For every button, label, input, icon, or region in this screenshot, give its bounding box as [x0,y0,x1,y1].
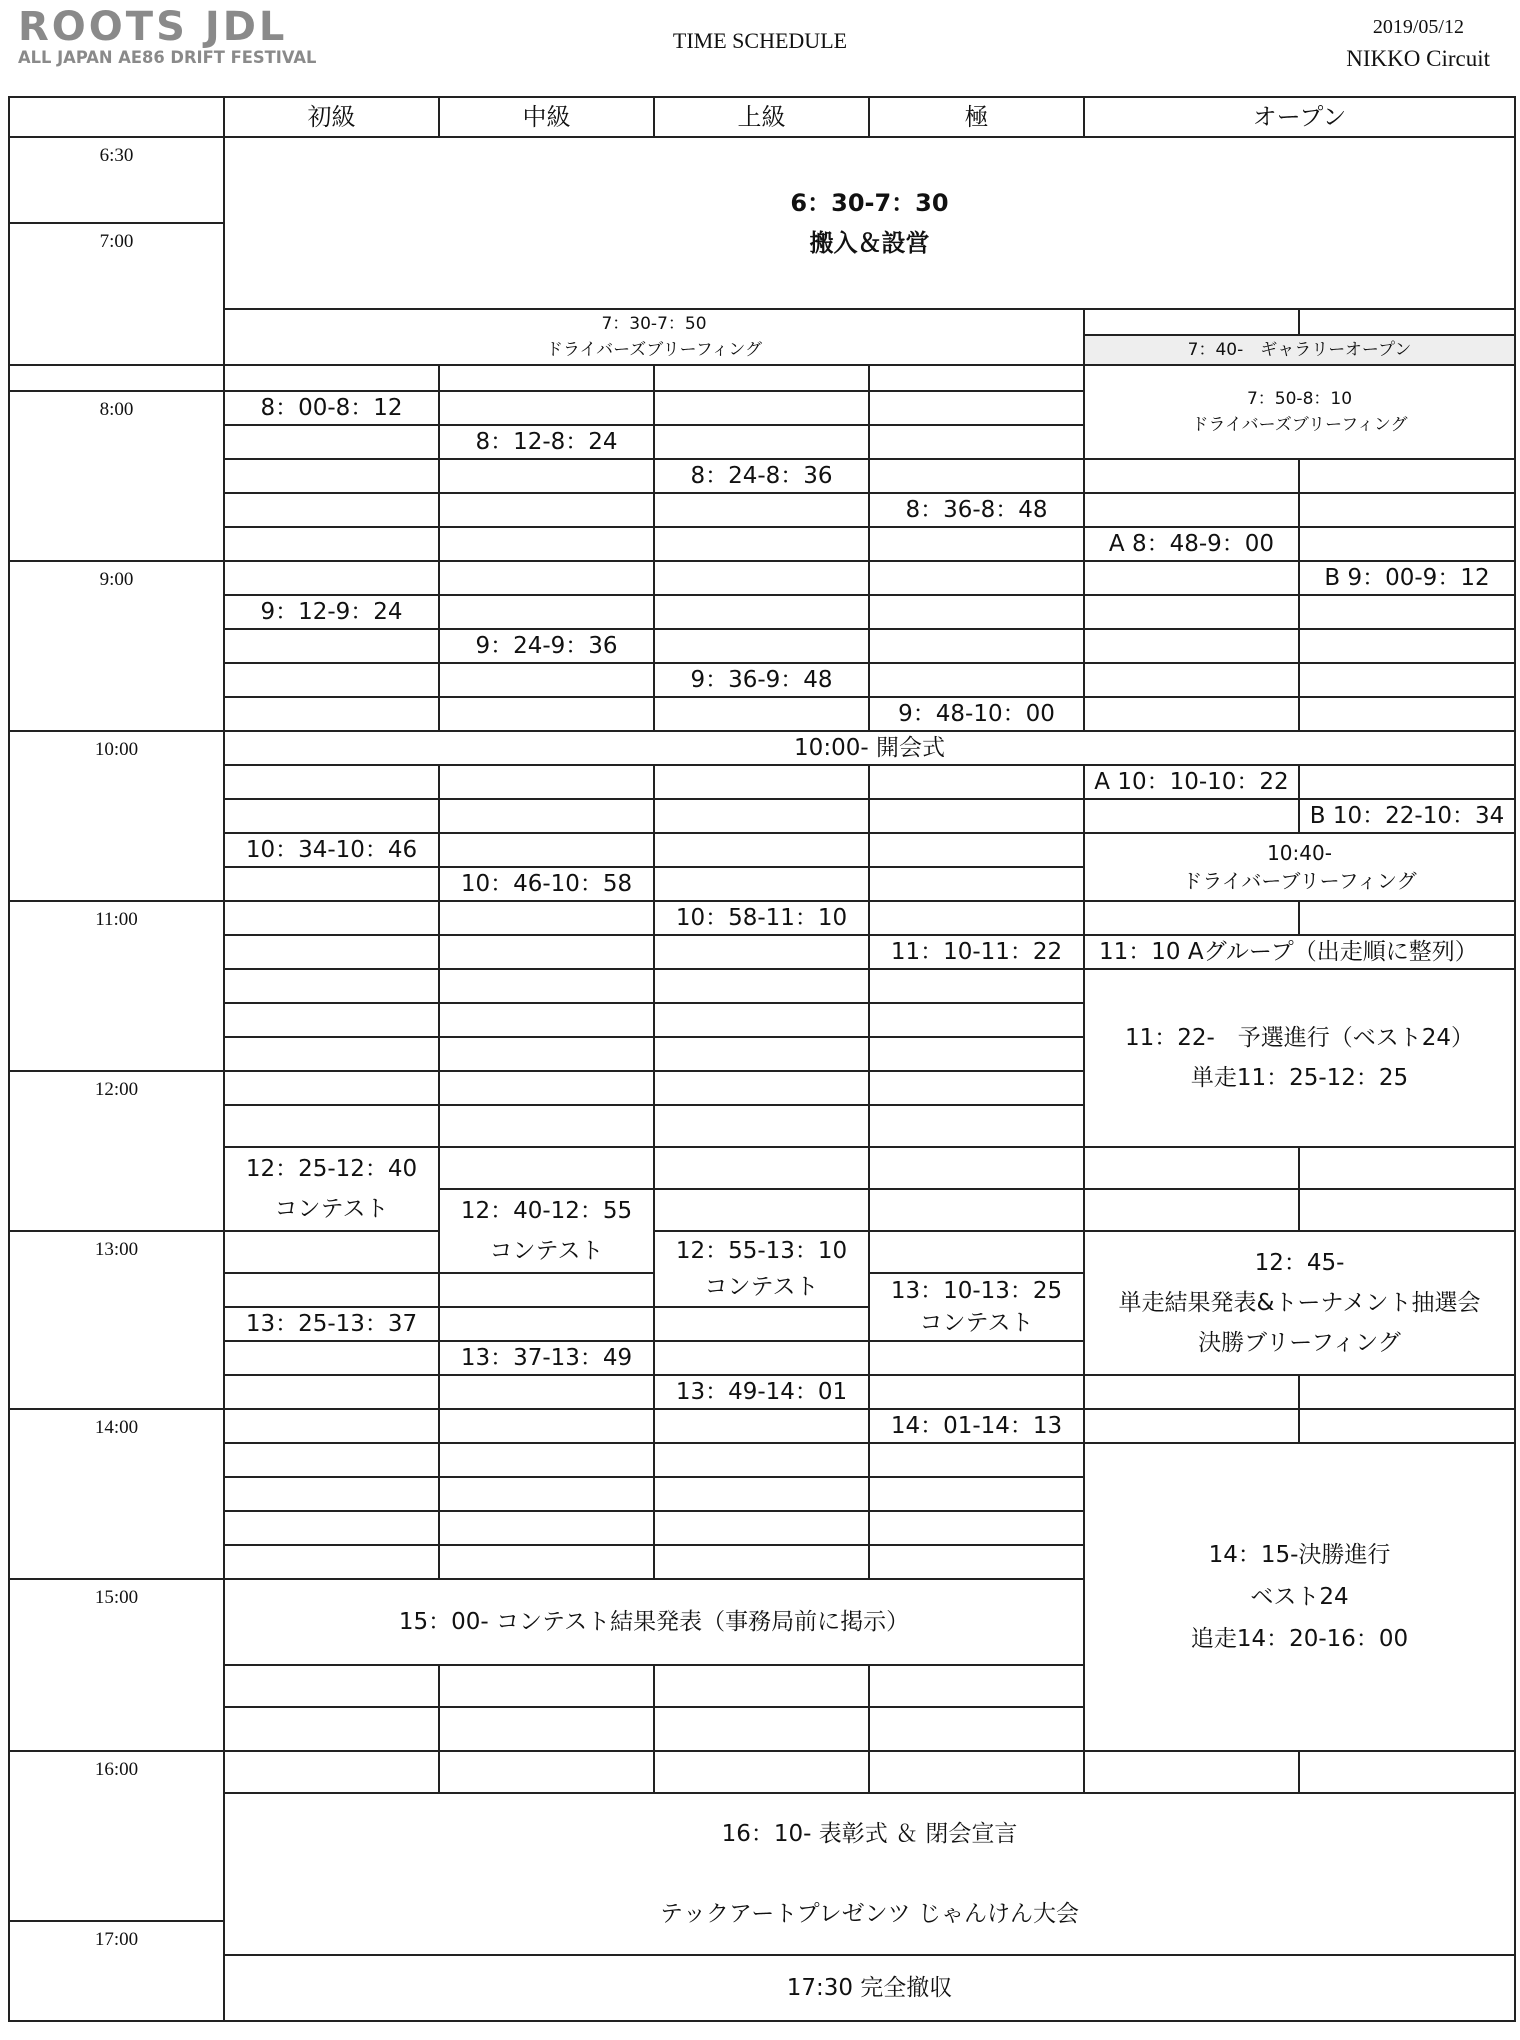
empty-cell [869,391,1084,425]
empty-cell [869,1189,1084,1231]
slot-cell: 8：36-8：48 [869,493,1084,527]
empty-cell [869,1375,1084,1409]
event-date: 2019/05/12 [1372,16,1464,38]
empty-cell [1084,1751,1299,1793]
cleanup-cell: 17:30 完全撤収 [224,1955,1515,2021]
table-row [9,935,1515,969]
empty-cell [1084,663,1299,697]
table-row [9,731,1515,765]
empty-cell [224,1071,439,1105]
empty-cell [439,799,654,833]
qualifying-line: 11：22- 予選進行（ベスト24） [1124,1025,1475,1051]
empty-cell [869,1443,1084,1477]
empty-cell [439,1751,654,1793]
empty-cell [224,765,439,799]
empty-cell [869,561,1084,595]
empty-cell [439,1443,654,1477]
empty-cell [224,1341,439,1375]
empty-cell [439,1707,654,1751]
table-row [9,1955,1515,2021]
empty-cell [439,901,654,935]
table-row [9,663,1515,697]
empty-cell [654,867,869,901]
slot-cell: 13：49-14：01 [654,1375,869,1409]
results-briefing-cell [1084,1231,1515,1375]
table-row [9,1751,1515,1793]
logo-sub-text: ALL JAPAN AE86 DRIFT FESTIVAL [18,48,317,68]
briefing-label: ドライバーズブリーフィング [1191,415,1408,435]
driver-briefing-cell [1084,833,1515,901]
open-briefing-cell [1084,365,1515,459]
empty-cell [869,1751,1084,1793]
empty-cell [439,1273,654,1307]
empty-cell [654,391,869,425]
empty-cell [1299,1751,1515,1793]
empty-cell [224,1375,439,1409]
empty-cell [224,697,439,731]
setup-time: 6：30-7：30 [790,189,949,217]
empty-cell [224,901,439,935]
empty-cell [869,765,1084,799]
empty-cell [869,629,1084,663]
table-row [9,1443,1515,1477]
table-row [9,1793,1515,1921]
slot-cell: 13：37-13：49 [439,1341,654,1375]
empty-cell [1084,459,1299,493]
empty-cell [654,833,869,867]
empty-cell [869,1511,1084,1545]
empty-cell [439,527,654,561]
time-label: 16:00 [9,1751,224,1921]
empty-cell [439,663,654,697]
empty-cell [654,365,869,391]
time-label: 11:00 [9,901,224,1071]
table-row [9,595,1515,629]
contest-results-cell: 15：00- コンテスト結果発表（事務局前に掲示） [224,1579,1084,1665]
contest-cell-beginner [224,1147,439,1231]
empty-cell [1299,1189,1515,1231]
empty-cell [1084,697,1299,731]
empty-cell [1299,629,1515,663]
table-row [9,629,1515,663]
table-row [9,527,1515,561]
empty-cell [869,833,1084,867]
time-label: 10:00 [9,731,224,901]
slot-cell: A 10：10-10：22 [1084,765,1299,799]
column-header-intermediate: 中級 [439,97,654,137]
contest-label: コンテスト [489,1238,604,1264]
column-header-expert: 極 [869,97,1084,137]
table-row [9,1375,1515,1409]
slot-cell: 10：34-10：46 [224,833,439,867]
empty-cell [869,1477,1084,1511]
empty-cell [654,765,869,799]
empty-cell [224,1443,439,1477]
slot-cell: 8：12-8：24 [439,425,654,459]
table-row [9,901,1515,935]
empty-cell [869,1545,1084,1579]
empty-cell [654,1665,869,1707]
briefing-label: ドライバーズブリーフィング [545,340,763,360]
opening-ceremony-cell: 10:00- 開会式 [224,731,1515,765]
slot-cell: 8：00-8：12 [224,391,439,425]
empty-cell [869,425,1084,459]
contest-label: コンテスト [274,1196,389,1222]
empty-cell [9,365,224,391]
empty-cell [654,1751,869,1793]
table-row [9,1409,1515,1443]
empty-cell [869,663,1084,697]
empty-cell [224,1511,439,1545]
final-line: ベスト24 [1250,1584,1349,1610]
empty-cell [224,1751,439,1793]
empty-cell [439,561,654,595]
empty-cell [1084,1189,1299,1231]
empty-cell [224,969,439,1003]
empty-cell [439,459,654,493]
slot-cell: 10：58-11：10 [654,901,869,935]
empty-cell [224,459,439,493]
empty-cell [1299,309,1515,335]
slot-cell: 9：24-9：36 [439,629,654,663]
table-row [9,137,1515,223]
results-line: 12：45- [1254,1250,1345,1276]
slot-cell: 9：12-9：24 [224,595,439,629]
table-row [9,309,1515,335]
slot-cell: 10：46-10：58 [439,867,654,901]
slot-cell: 13：25-13：37 [224,1307,439,1341]
slot-cell: 14：01-14：13 [869,1409,1084,1443]
empty-cell [654,969,869,1003]
empty-cell [1084,799,1299,833]
contest-time: 12：40-12：55 [460,1198,633,1224]
slot-cell: A 8：48-9：00 [1084,527,1299,561]
empty-cell [224,1273,439,1307]
contest-time: 13：10-13：25 [890,1278,1063,1304]
empty-cell [439,1071,654,1105]
empty-cell [654,799,869,833]
time-label: 7:00 [9,223,224,365]
empty-cell [1084,493,1299,527]
empty-cell [869,595,1084,629]
empty-cell [439,1375,654,1409]
empty-cell [439,697,654,731]
empty-cell [224,365,439,391]
empty-cell [1299,663,1515,697]
award-line: 16：10- 表彰式 ＆ 閉会宣言 [721,1821,1018,1847]
empty-cell [654,1037,869,1071]
table-row [9,969,1515,1003]
roots-jdl-logo [18,6,338,68]
empty-cell [224,799,439,833]
empty-cell [654,1443,869,1477]
table-row [9,697,1515,731]
column-header-advanced: 上級 [654,97,869,137]
final-line: 追走14：20-16：00 [1190,1626,1409,1652]
empty-cell [869,1105,1084,1147]
time-label: 6:30 [9,137,224,223]
slot-cell: 11：10-11：22 [869,935,1084,969]
corner-cell [9,97,224,137]
empty-cell [654,935,869,969]
empty-cell [439,1545,654,1579]
table-row [9,1231,1515,1273]
empty-cell [1299,1409,1515,1443]
time-label: 9:00 [9,561,224,731]
a-group-cell: 11：10 Aグループ（出走順に整列） [1084,935,1515,969]
empty-cell [224,663,439,697]
empty-cell [1084,1409,1299,1443]
contest-time: 12：55-13：10 [675,1238,848,1264]
empty-cell [869,459,1084,493]
empty-cell [439,1477,654,1511]
time-label: 12:00 [9,1071,224,1231]
contest-time: 12：25-12：40 [245,1156,418,1182]
slot-cell: B 10：22-10：34 [1299,799,1515,833]
table-row [9,493,1515,527]
empty-cell [1299,459,1515,493]
contest-label: コンテスト [704,1274,819,1300]
table-row [9,561,1515,595]
empty-cell [224,1037,439,1071]
empty-cell [439,1511,654,1545]
empty-cell [439,969,654,1003]
empty-cell [869,527,1084,561]
empty-cell [1084,901,1299,935]
qualifying-cell [1084,969,1515,1147]
empty-cell [1299,493,1515,527]
logo-main-text: ROOTS JDL [18,4,288,50]
empty-cell [654,629,869,663]
empty-cell [439,935,654,969]
empty-cell [654,527,869,561]
empty-cell [439,1037,654,1071]
setup-cell [224,137,1515,309]
empty-cell [654,1003,869,1037]
results-line: 単走結果発表&トーナメント抽選会 [1118,1290,1481,1316]
event-venue: NIKKO Circuit [1346,46,1490,71]
empty-cell [654,1545,869,1579]
empty-cell [439,1307,654,1341]
empty-cell [224,867,439,901]
table-row [9,365,1515,391]
empty-cell [654,1409,869,1443]
empty-cell [1084,595,1299,629]
empty-cell [439,833,654,867]
empty-cell [869,1147,1084,1189]
empty-cell [869,1003,1084,1037]
empty-cell [654,595,869,629]
empty-cell [869,365,1084,391]
empty-cell [224,1665,439,1707]
table-row [9,799,1515,833]
empty-cell [1084,629,1299,663]
empty-cell [439,365,654,391]
empty-cell [869,867,1084,901]
column-header-beginner: 初級 [224,97,439,137]
empty-cell [224,1707,439,1751]
table-row [9,765,1515,799]
empty-cell [869,969,1084,1003]
empty-cell [439,1409,654,1443]
empty-cell [1084,1375,1299,1409]
empty-cell [654,425,869,459]
contest-label: コンテスト [919,1310,1034,1336]
empty-cell [654,1147,869,1189]
empty-cell [1299,901,1515,935]
time-label: 17:00 [9,1921,224,2021]
slot-cell: 9：36-9：48 [654,663,869,697]
empty-cell [1299,1375,1515,1409]
slot-cell: B 9：00-9：12 [1299,561,1515,595]
empty-cell [224,1545,439,1579]
final-line: 14：15-決勝進行 [1208,1542,1391,1568]
time-label: 13:00 [9,1231,224,1409]
empty-cell [1299,595,1515,629]
empty-cell [869,1037,1084,1071]
empty-cell [439,1665,654,1707]
slot-cell: 9：48-10：00 [869,697,1084,731]
empty-cell [439,1147,654,1189]
schedule-table [8,96,1516,2022]
empty-cell [654,1105,869,1147]
empty-cell [869,1341,1084,1375]
header-row [9,97,1515,137]
empty-cell [224,1003,439,1037]
empty-cell [869,799,1084,833]
empty-cell [224,935,439,969]
empty-cell [224,493,439,527]
empty-cell [224,1409,439,1443]
empty-cell [224,629,439,663]
empty-cell [654,1189,869,1231]
empty-cell [1084,309,1299,335]
empty-cell [439,391,654,425]
briefing-time: 7：50-8：10 [1246,389,1353,409]
empty-cell [654,493,869,527]
empty-cell [654,1071,869,1105]
slot-cell: 8：24-8：36 [654,459,869,493]
briefing-cell [224,309,1084,365]
gallery-open-cell: 7：40- ギャラリーオープン [1084,335,1515,365]
empty-cell [869,1707,1084,1751]
page-title: TIME SCHEDULE [672,28,848,53]
empty-cell [1299,527,1515,561]
empty-cell [224,561,439,595]
empty-cell [224,1105,439,1147]
setup-label: 搬入＆設営 [809,229,930,257]
empty-cell [1299,765,1515,799]
time-label: 15:00 [9,1579,224,1751]
empty-cell [869,1071,1084,1105]
results-line: 決勝ブリーフィング [1198,1330,1401,1356]
empty-cell [654,1511,869,1545]
empty-cell [224,527,439,561]
empty-cell [654,1341,869,1375]
empty-cell [654,1307,869,1341]
empty-cell [1299,697,1515,731]
time-label: 8:00 [9,391,224,561]
empty-cell [654,1477,869,1511]
empty-cell [439,1105,654,1147]
empty-cell [224,1477,439,1511]
empty-cell [439,493,654,527]
contest-cell-expert [869,1273,1084,1341]
empty-cell [869,1231,1084,1273]
empty-cell [1299,1147,1515,1189]
qualifying-line: 単走11：25-12：25 [1190,1065,1409,1091]
table-row [9,1147,1515,1189]
empty-cell [869,1665,1084,1707]
empty-cell [224,425,439,459]
contest-cell-advanced [654,1231,869,1307]
final-cell [1084,1443,1515,1751]
empty-cell [654,1707,869,1751]
empty-cell [869,901,1084,935]
briefing-label: ドライバーブリーフィング [1182,869,1417,893]
empty-cell [439,1003,654,1037]
time-label: 14:00 [9,1409,224,1579]
empty-cell [1084,561,1299,595]
empty-cell [654,561,869,595]
column-header-open: オープン [1084,97,1515,137]
empty-cell [439,595,654,629]
briefing-time: 10:40- [1267,841,1332,865]
table-row [9,459,1515,493]
empty-cell [1084,1147,1299,1189]
briefing-time: 7：30-7：50 [601,314,707,334]
award-cell [224,1793,1515,1955]
empty-cell [439,765,654,799]
table-row [9,833,1515,867]
empty-cell [654,697,869,731]
empty-cell [224,1231,439,1273]
contest-cell-intermediate [439,1189,654,1273]
janken-line: テックアートプレゼンツ じゃんけん大会 [659,1901,1079,1927]
